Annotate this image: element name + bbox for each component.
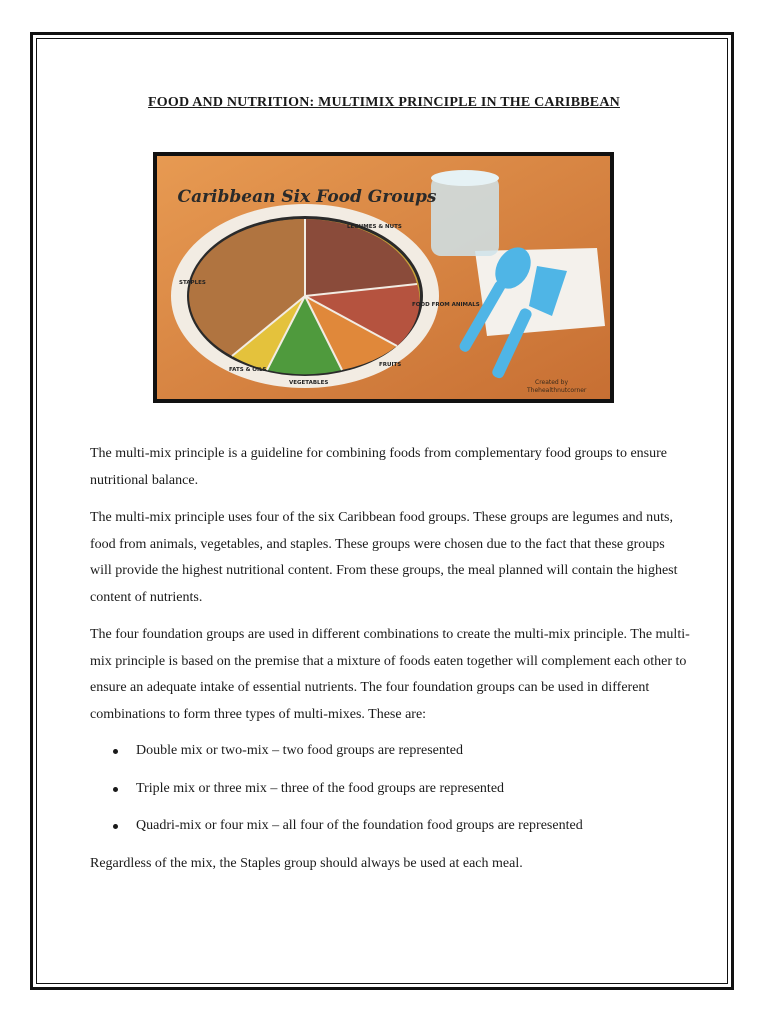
list-item-text: Double mix or two-mix – two food groups are represented	[136, 743, 463, 758]
list-item	[90, 738, 690, 776]
paragraph-foundation: The four foundation groups are used in different combinations to create the multi-mix principle. The multi-mix principle is based on the premise that a mixture of foods eaten together will complement each other to ensure an adequate intake of essential nutrients. The four foundation groups can be used in different combinations to form three types of multi-mixes. These are:	[90, 627, 690, 722]
label-vegetables: VEGETABLES	[289, 380, 329, 386]
list-item-text: Quadri-mix or four mix – all four of the foundation food groups are represented	[136, 818, 583, 833]
credit-line-1: Created by	[535, 379, 569, 386]
label-fats: FATS & OILS	[229, 367, 267, 373]
label-staples: STAPLES	[179, 280, 206, 286]
paragraph-intro: The multi-mix principle is a guideline for combining foods from complementary food groups to ensure nutritional balance.	[90, 446, 667, 488]
document-title: FOOD AND NUTRITION: MULTIMIX PRINCIPLE IN THE CARIBBEAN	[148, 95, 620, 110]
label-animals: FOOD FROM ANIMALS	[412, 302, 480, 308]
figure-heading: Caribbean Six Food Groups	[177, 187, 437, 207]
list-item	[90, 776, 690, 814]
bullet-icon	[113, 787, 118, 792]
label-fruits: FRUITS	[379, 362, 402, 368]
food-groups-image	[153, 152, 614, 403]
list-item	[90, 813, 690, 851]
multimix-list	[90, 738, 690, 851]
paragraph-closing: Regardless of the mix, the Staples group should always be used at each meal.	[90, 856, 523, 871]
paragraph-groups: The multi-mix principle uses four of the six Caribbean food groups. These groups are legumes and nuts, food from animals, vegetables, and staples. These groups were chosen due to the fact that these groups will provide the highest nutritional content. From these groups, the meal planned will contain the highest content of nutrients.	[90, 510, 678, 605]
credit-line-2: Thehealthnutcorner	[527, 387, 587, 394]
label-legumes: LEGUMES & NUTS	[347, 224, 402, 230]
bullet-icon	[113, 749, 118, 754]
bullet-icon	[113, 824, 118, 829]
list-item-text: Triple mix or three mix – three of the food groups are represented	[136, 780, 505, 796]
